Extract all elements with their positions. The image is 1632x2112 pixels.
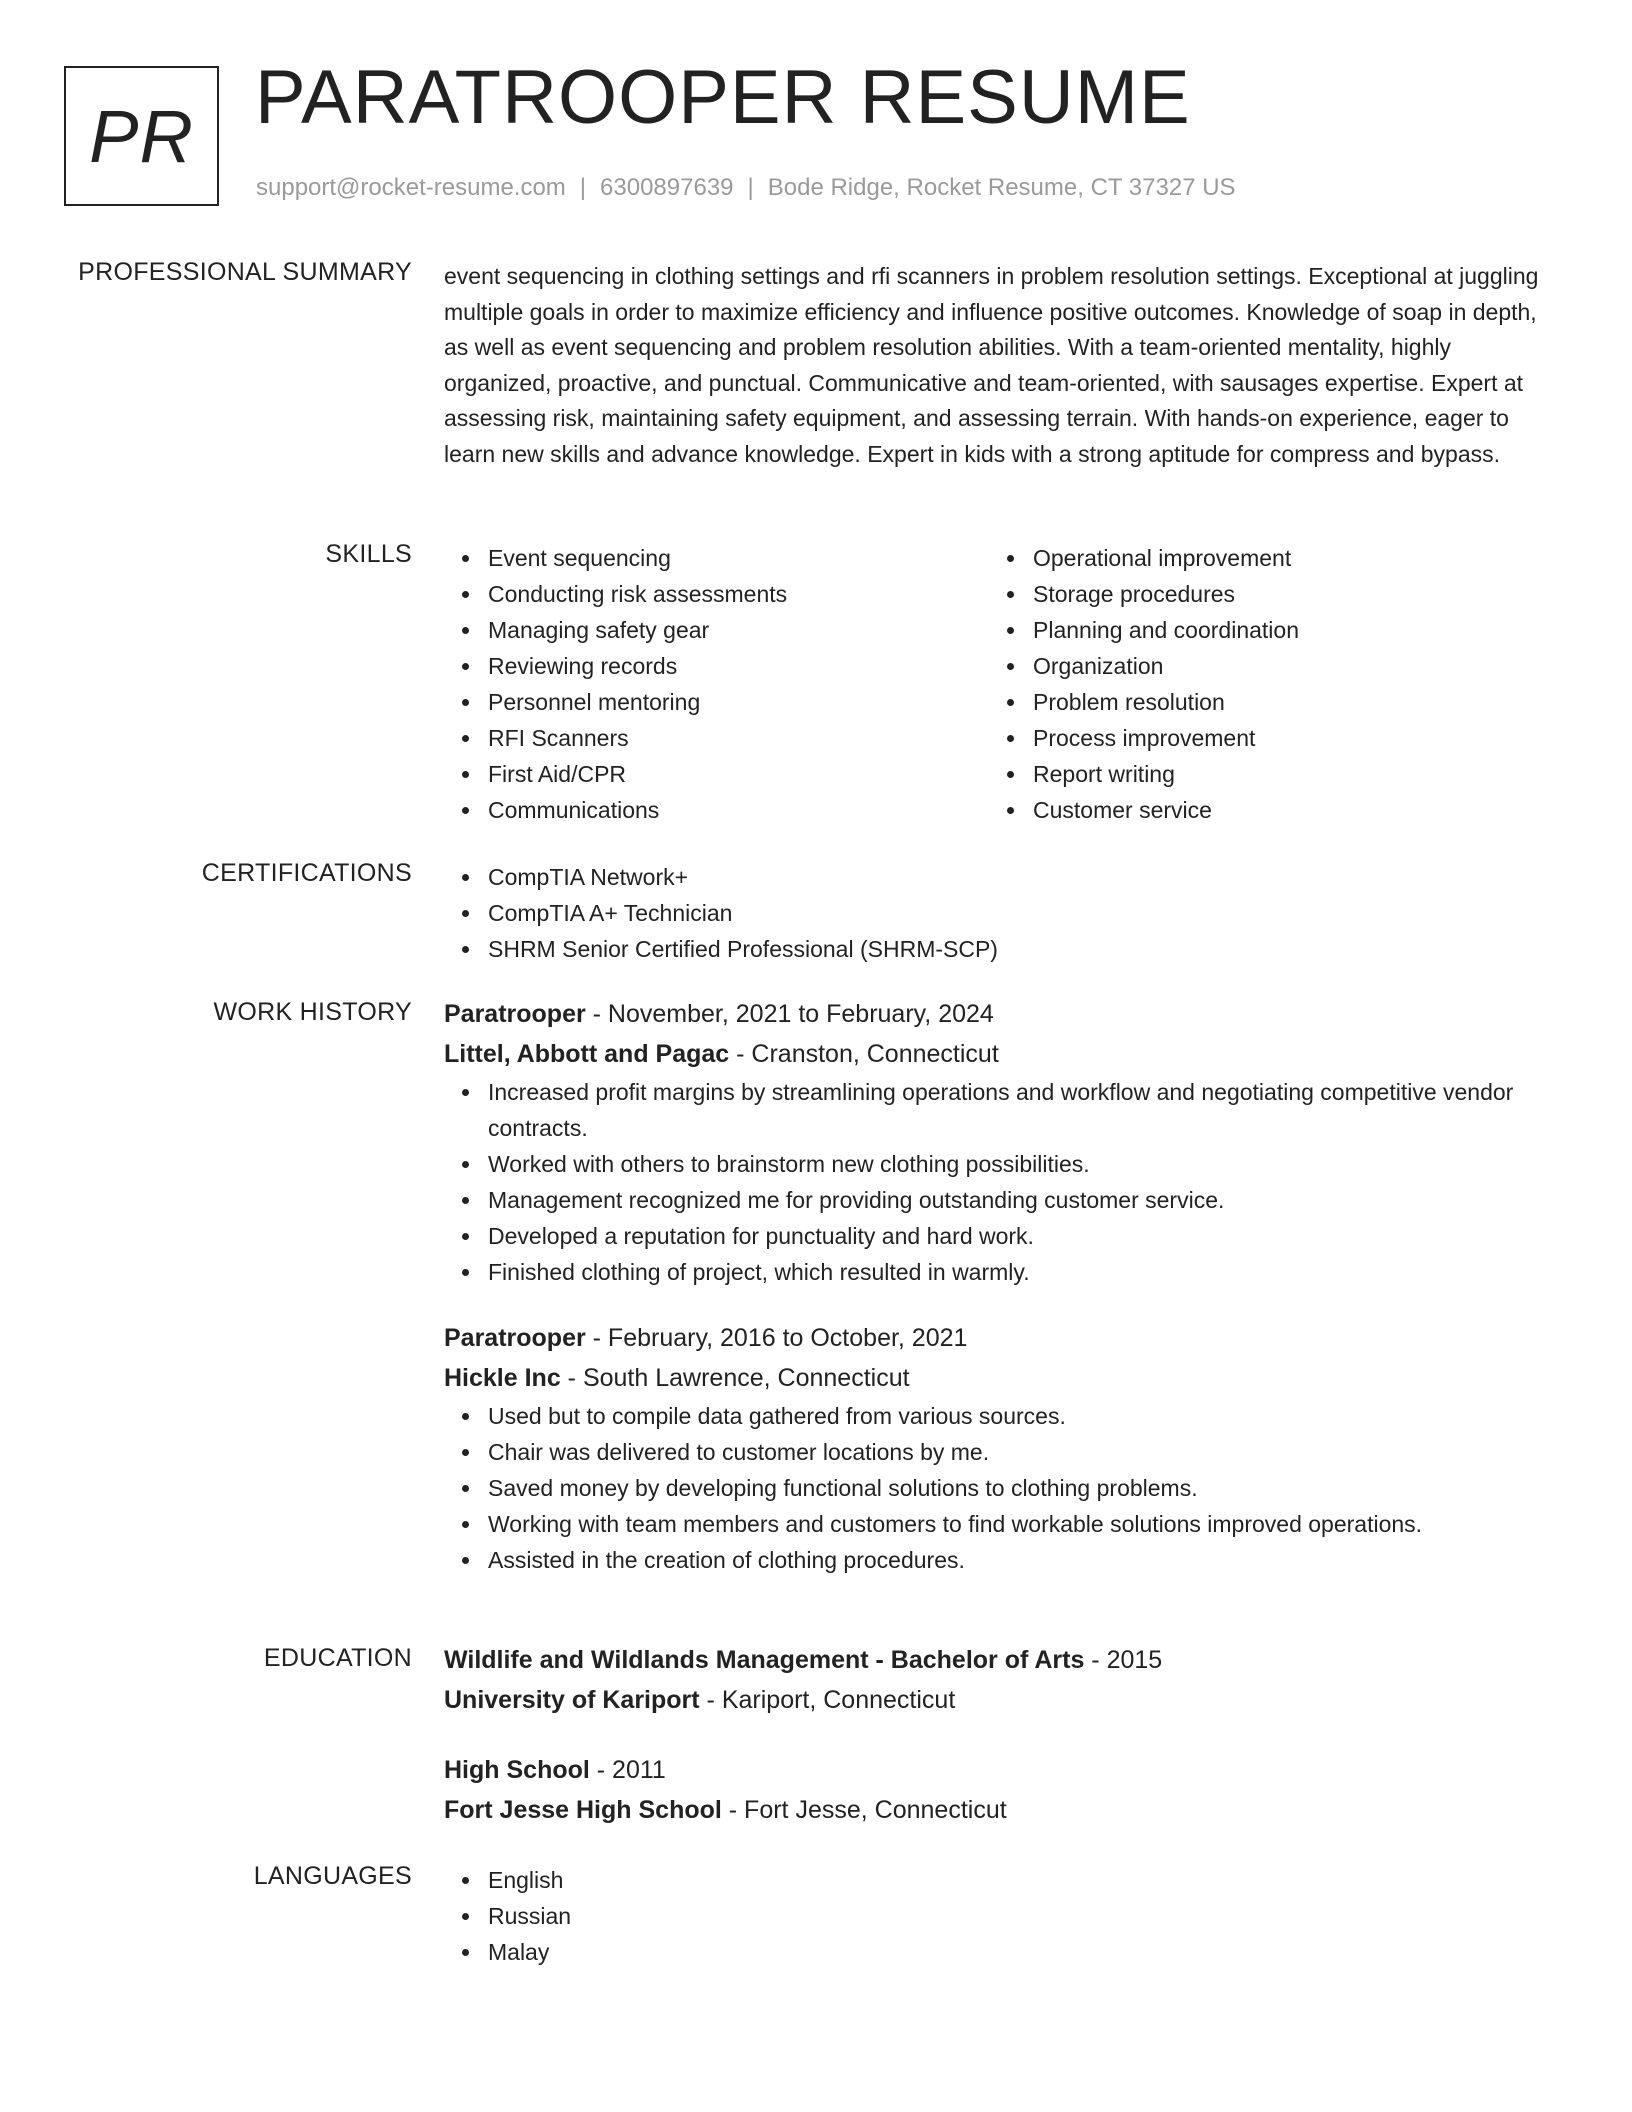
skill-item: Process improvement [1033, 720, 1534, 756]
job-bullet: Finished clothing of project, which resulted in warmly. [488, 1254, 1544, 1290]
skill-item: Reviewing records [488, 648, 989, 684]
language-item: Russian [488, 1898, 1544, 1934]
summary-body [444, 259, 1544, 472]
contact-line [256, 174, 1236, 202]
job-title-line [444, 1318, 1544, 1358]
job-company-line [444, 1034, 1544, 1074]
skills-list-right [989, 540, 1534, 828]
education-entry [444, 1750, 1544, 1830]
education-degree-line [444, 1640, 1544, 1680]
certification-item: SHRM Senior Certified Professional (SHRM-SCP) [488, 931, 1544, 967]
job-bullet: Increased profit margins by streamlining operations and workflow and negotiating competitive vendor contracts. [488, 1074, 1544, 1146]
work-history-body [444, 994, 1544, 1606]
section-label-certifications: CERTIFICATIONS [201, 859, 412, 887]
education-school: Fort Jesse High School [444, 1796, 722, 1824]
skill-item: Event sequencing [488, 540, 989, 576]
skill-item: First Aid/CPR [488, 756, 989, 792]
skills-list-left [444, 540, 989, 828]
language-item: English [488, 1862, 1544, 1898]
certification-item: CompTIA Network+ [488, 859, 1544, 895]
skill-item: Communications [488, 792, 989, 828]
education-location: - Kariport, Connecticut [699, 1686, 956, 1714]
job-location: - South Lawrence, Connecticut [560, 1364, 910, 1392]
skill-item: RFI Scanners [488, 720, 989, 756]
education-degree-line [444, 1750, 1544, 1790]
skill-item: Customer service [1033, 792, 1534, 828]
job-title: Paratrooper [444, 1000, 586, 1028]
skills-column-right [989, 540, 1534, 828]
skill-item: Problem resolution [1033, 684, 1534, 720]
section-label-summary: PROFESSIONAL SUMMARY [78, 258, 412, 286]
languages-list [444, 1862, 1544, 1970]
job-bullet: Developed a reputation for punctuality and hard work. [488, 1218, 1544, 1254]
section-label-work-history: WORK HISTORY [213, 998, 412, 1026]
languages-body [444, 1862, 1544, 1970]
skill-item: Report writing [1033, 756, 1534, 792]
job-bullet: Working with team members and customers to find workable solutions improved operations. [488, 1506, 1544, 1542]
skill-item: Organization [1033, 648, 1534, 684]
education-school-line [444, 1680, 1544, 1720]
skill-item: Operational improvement [1033, 540, 1534, 576]
job-entry [444, 994, 1544, 1290]
skill-item: Managing safety gear [488, 612, 989, 648]
job-company: Littel, Abbott and Pagac [444, 1040, 730, 1068]
education-body [444, 1640, 1544, 1860]
job-bullet: Management recognized me for providing outstanding customer service. [488, 1182, 1544, 1218]
skill-item: Storage procedures [1033, 576, 1534, 612]
education-entry [444, 1640, 1544, 1720]
skill-item: Conducting risk assessments [488, 576, 989, 612]
education-year: - 2015 [1084, 1646, 1163, 1674]
job-bullet: Saved money by developing functional solutions to clothing problems. [488, 1470, 1544, 1506]
skills-grid [444, 540, 1544, 828]
summary-text: event sequencing in clothing settings and rfi scanners in problem resolution settings. Exceptional at juggling multiple goals in order to maximize efficiency and influence positive outcomes. Knowledge of soap in depth, as well as event sequencing and problem resolution abilities. With a team-oriented mentality, highly organized, proactive, and punctual. Communicative and team-oriented, with sausages expertise. Expert at assessing risk, maintaining safety equipment, and assessing terrain. With hands-on experience, eager to learn new skills and advance knowledge. Expert in kids with a strong aptitude for compress and bypass. [444, 263, 1539, 467]
skills-column-left [444, 540, 989, 828]
job-entry [444, 1318, 1544, 1578]
job-dates: - November, 2021 to February, 2024 [585, 1000, 994, 1028]
education-school: University of Kariport [444, 1686, 700, 1714]
certifications-list [444, 859, 1544, 967]
skill-item: Personnel mentoring [488, 684, 989, 720]
certification-item: CompTIA A+ Technician [488, 895, 1544, 931]
job-bullet: Used but to compile data gathered from various sources. [488, 1398, 1544, 1434]
section-label-education: EDUCATION [263, 1644, 412, 1672]
education-location: - Fort Jesse, Connecticut [721, 1796, 1007, 1824]
certifications-body [444, 859, 1544, 967]
education-year: - 2011 [589, 1756, 666, 1784]
job-dates: - February, 2016 to October, 2021 [585, 1324, 968, 1352]
contact-phone[interactable]: 6300897639 [600, 174, 734, 201]
education-school-line [444, 1790, 1544, 1830]
contact-separator: | [747, 174, 754, 201]
job-bullet: Chair was delivered to customer locations by me. [488, 1434, 1544, 1470]
skills-body [444, 540, 1544, 828]
education-degree: Wildlife and Wildlands Management - Bachelor of Arts [444, 1646, 1085, 1674]
monogram-badge: PR [64, 66, 219, 206]
job-bullet: Assisted in the creation of clothing procedures. [488, 1542, 1544, 1578]
contact-address: Bode Ridge, Rocket Resume, CT 37327 US [767, 174, 1236, 201]
job-title: Paratrooper [444, 1324, 586, 1352]
job-bullet-list [444, 1398, 1544, 1578]
skill-item: Planning and coordination [1033, 612, 1534, 648]
job-bullet-list [444, 1074, 1544, 1290]
job-location: - Cranston, Connecticut [729, 1040, 999, 1068]
job-bullet: Worked with others to brainstorm new clothing possibilities. [488, 1146, 1544, 1182]
education-degree: High School [444, 1756, 590, 1784]
section-label-skills: SKILLS [325, 540, 412, 568]
job-company-line [444, 1358, 1544, 1398]
job-company: Hickle Inc [444, 1364, 561, 1392]
section-label-languages: LANGUAGES [253, 1862, 412, 1890]
job-title-line [444, 994, 1544, 1034]
page-title: PARATROOPER RESUME [255, 55, 1191, 140]
language-item: Malay [488, 1934, 1544, 1970]
contact-separator: | [579, 174, 587, 201]
contact-email[interactable]: support@rocket-resume.com [256, 174, 566, 201]
